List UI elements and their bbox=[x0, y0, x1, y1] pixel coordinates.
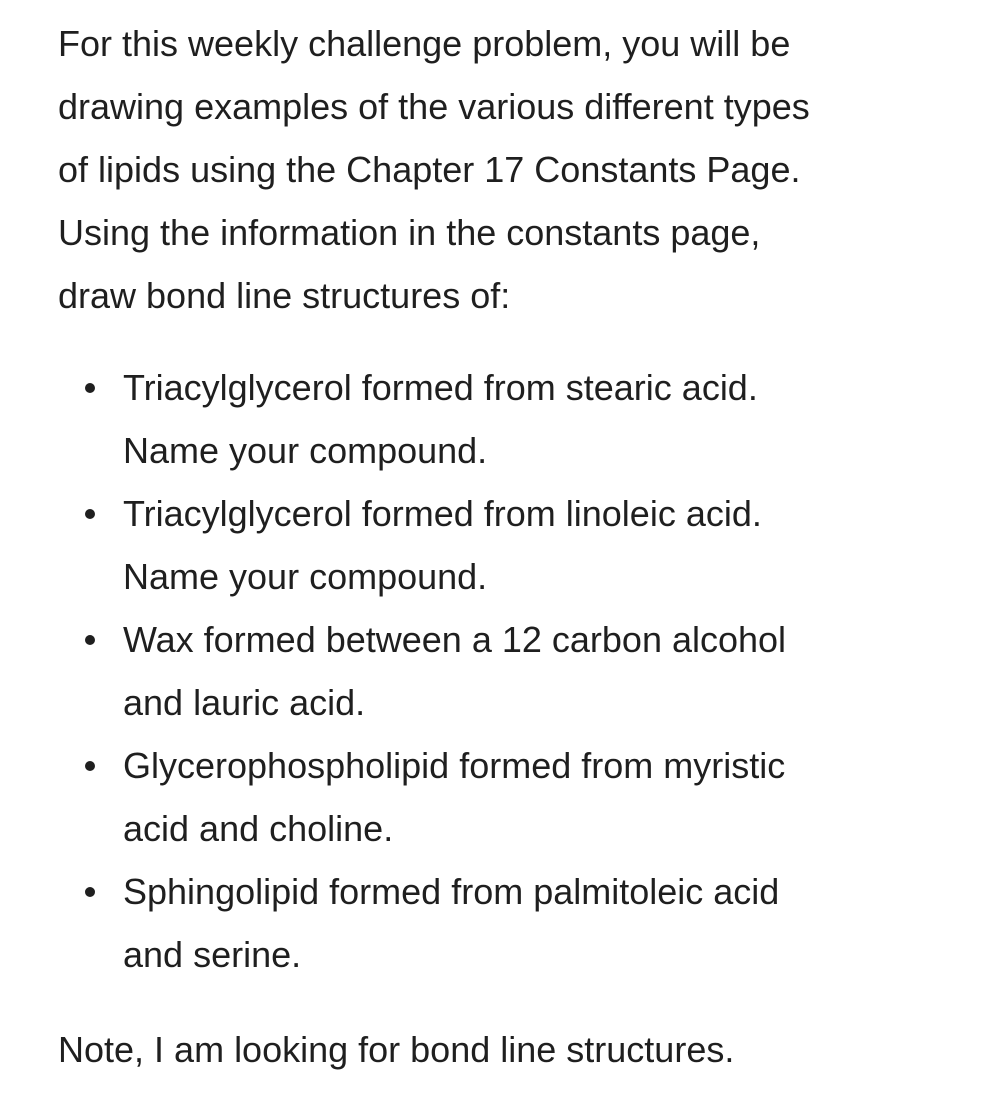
bullet-icon bbox=[85, 635, 95, 645]
intro-line: draw bond line structures of: bbox=[58, 275, 511, 316]
bullet-icon bbox=[85, 887, 95, 897]
list-item bbox=[85, 482, 965, 608]
intro-line: drawing examples of the various different types bbox=[58, 86, 810, 127]
list-item-text: Glycerophospholipid formed from myristic bbox=[123, 745, 786, 786]
list-item-text: Triacylglycerol formed from stearic acid. bbox=[123, 367, 758, 408]
list-item bbox=[85, 734, 965, 860]
intro-line: Using the information in the constants page, bbox=[58, 212, 761, 253]
list-item-text: and lauric acid. bbox=[123, 682, 366, 723]
bullet-icon bbox=[85, 383, 95, 393]
list-item-text: Name your compound. bbox=[123, 430, 488, 471]
list-item-text: Name your compound. bbox=[123, 556, 488, 597]
list-item-text: Triacylglycerol formed from linoleic acid. bbox=[123, 493, 762, 534]
note-text: Note, I am looking for bond line structures. bbox=[58, 1029, 735, 1070]
intro-line: of lipids using the Chapter 17 Constants Page. bbox=[58, 149, 801, 190]
list-item-text: Wax formed between a 12 carbon alcohol bbox=[123, 619, 787, 660]
list-item-text: Sphingolipid formed from palmitoleic acid bbox=[123, 871, 780, 912]
list-item bbox=[85, 356, 965, 482]
intro-paragraph bbox=[58, 12, 958, 327]
list-item bbox=[85, 860, 965, 986]
bullet-icon bbox=[85, 761, 95, 771]
list-item bbox=[85, 608, 965, 734]
task-list bbox=[85, 356, 965, 986]
list-item-text: acid and choline. bbox=[123, 808, 394, 849]
intro-line: For this weekly challenge problem, you will be bbox=[58, 23, 791, 64]
bullet-icon bbox=[85, 509, 95, 519]
list-item-text: and serine. bbox=[123, 934, 302, 975]
